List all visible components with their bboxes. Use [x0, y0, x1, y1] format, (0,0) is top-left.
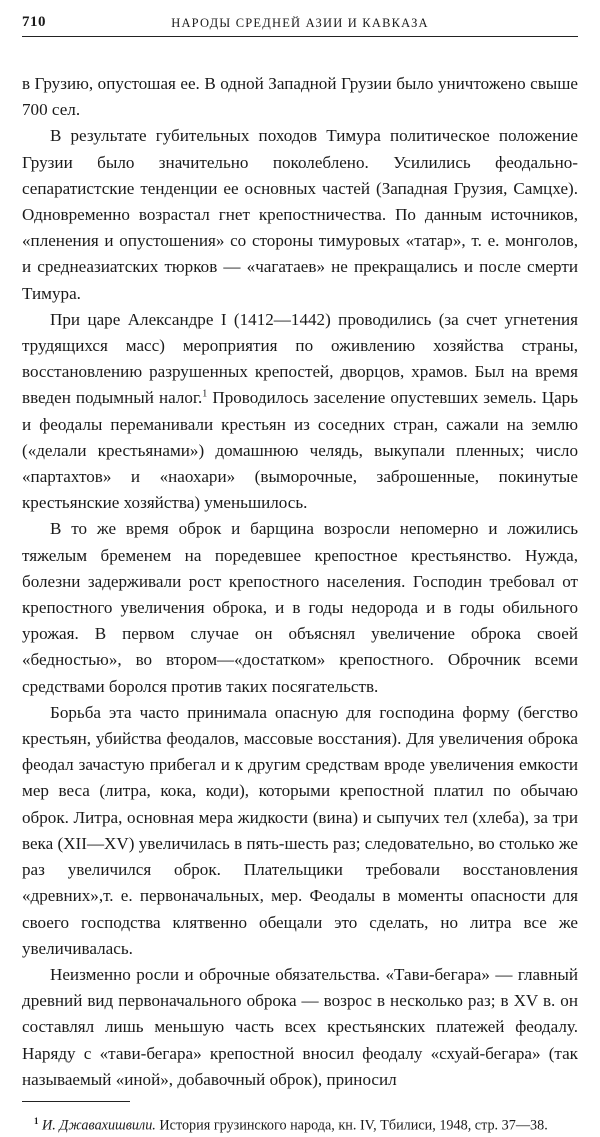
running-head: НАРОДЫ СРЕДНЕЙ АЗИИ И КАВКАЗА: [171, 16, 429, 30]
footnote-reference: 1: [202, 388, 208, 400]
footnote-text: История грузинского народа, кн. IV, Тбилиси, 1948, стр. 37—38.: [155, 1117, 548, 1134]
paragraph-3-text-a: При царе Александре I (1412—1442) проводились (за счет угнетения трудящихся масс) мероприятия по оживлению хозяйства страны, восстановлению разрушенных крепостей, дворцов, храмов. Был на время введен подымный налог.: [22, 309, 578, 408]
paragraph-1: в Грузию, опустошая ее. В одной Западной Грузии было уничтожено свыше 700 сел.: [22, 74, 578, 120]
page-header: [22, 12, 578, 37]
paragraph-4: В то же время оброк и барщина возросли непомерно и ложились тяжелым бременем на поредевшее крепостное крестьянство. Нужда, болезни задерживали рост крепостного населения. Господин требовал от крепостного увеличения оброка, и в годы недорода и в годы обильного урожая. В первом случае он объяснял увеличение оброка своей «бедностью», во втором—«достатком» крепостного. Оброчник всеми средствами боролся против таких посягательств.: [22, 519, 578, 696]
footnote: [22, 1110, 578, 1137]
footnote-author: И. Джавахишвили.: [42, 1117, 156, 1134]
paragraph-6: Неизменно росли и оброчные обязательства. «Тави-бегара» — главный древний вид первоначального оброка — возрос в несколько раз; в XV в. он составлял лишь меньшую часть всех крестьянских платежей феодалу. Наряду с «тави-бегара» крепостной вносил феодалу «схуай-бегара» (так называемый «иной», добавочный оброк), приносил: [22, 964, 578, 1089]
footnote-divider: [22, 1101, 130, 1102]
book-page: [22, 12, 579, 1134]
footnote-mark: 1: [34, 1115, 39, 1126]
main-text: [22, 71, 578, 1093]
paragraph-3: [22, 307, 578, 517]
paragraph-5: Борьба эта часто принимала опасную для господина форму (бегство крестьян, убийства феодалов, массовые восстания). Для увеличения оброка феодал зачастую прибегал и к другим средствам вроде увеличения емкости мер веса (литра, кока, коди), которыми крепостной платил по обычаю оброк. Литра, основная мера жидкости (вина) и сыпучих тел (хлеба), за три века (XII—XV) увеличилась в пять-шесть раз; следовательно, во столько же раз увеличился оброк. Плательщики требовали восстановления «древних»,т. е. первоначальных, мер. Феодалы в моменты опасности для своего господства клятвенно обещали это сделать, но литра все же увеличивалась.: [22, 702, 578, 958]
paragraph-2: В результате губительных походов Тимура политическое положение Грузии было значительно поколеблено. Усилились феодально-сепаратистские тенденции ее основных частей (Западная Грузия, Самцхе). Одновременно возрастал гнет крепостничества. По данным источников, «пленения и опустошения» со стороны тимуровых «татар», т. е. монголов, и среднеазиатских тюрков — «чагатаев» не прекращались и после смерти Тимура.: [22, 126, 578, 303]
page-number: 710: [22, 14, 46, 30]
paragraph-3-text-b: Проводилось заселение опустевших земель. Царь и феодалы переманивали крестьян из соседних стран, сажали на землю («делали крестьянами») домашнюю челядь, выкупали пленных; число «партахтов» и «наохари» (выморочные, заброшенные, покинутые крестьянские хозяйства) уменьшилось.: [22, 388, 579, 513]
